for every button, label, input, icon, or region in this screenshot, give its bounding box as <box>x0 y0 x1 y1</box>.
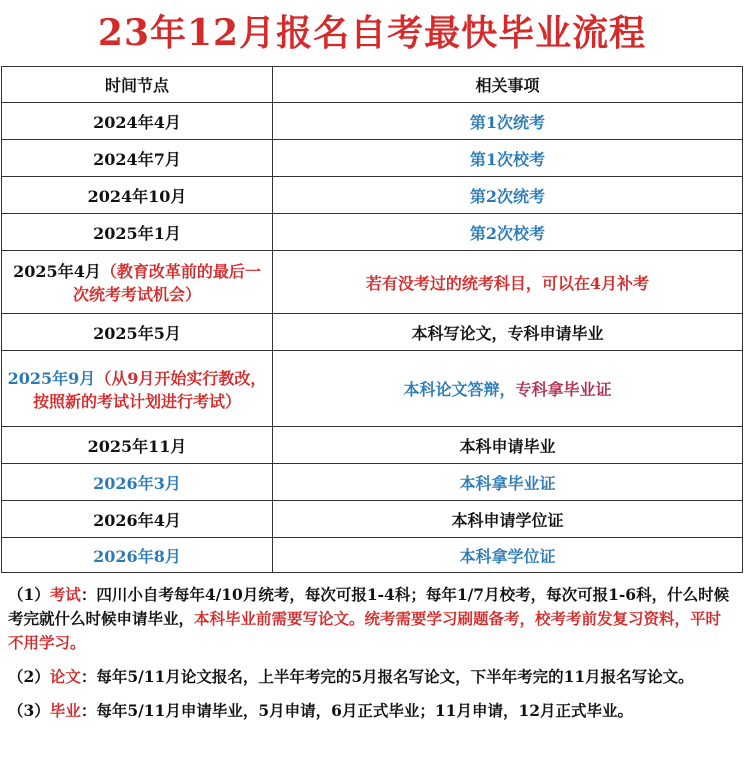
time-note: （从9月开始实行教改，按照新的考试计划进行考试） <box>32 368 267 411</box>
header-time: 时间节点 <box>2 67 273 103</box>
note-text: ：每年5/11月论文报名，上半年考完的5月报名写论文，下半年考完的11月报名写论文。 <box>80 667 694 686</box>
page-title: 23年12月报名自考最快毕业流程 <box>97 12 647 54</box>
note-text: ：四川小自考每年4/10月统考，每次可报1-4科；每年1/7月校考，每次可报1-6科，什么时候考完就什么时候申请毕业， <box>8 585 730 628</box>
note-label: 毕业 <box>49 701 81 720</box>
item-cell: 本科申请毕业 <box>273 427 743 464</box>
time-cell <box>2 251 273 314</box>
time-cell: 2025年5月 <box>2 314 273 351</box>
note-prefix: （3） <box>8 701 50 720</box>
item-cell <box>273 351 743 427</box>
time-cell: 2024年4月 <box>2 103 273 140</box>
notes <box>0 573 744 723</box>
table-row <box>2 140 743 177</box>
item-cell: 本科拿学位证 <box>273 538 743 573</box>
table-row <box>2 464 743 501</box>
note-prefix: （2） <box>8 667 50 686</box>
table-header-row <box>2 67 743 103</box>
table-row <box>2 177 743 214</box>
note-label: 论文 <box>49 667 81 686</box>
time-cell <box>2 351 273 427</box>
note-text: ：每年5/11月申请毕业，5月申请，6月正式毕业；11月申请，12月正式毕业。 <box>80 701 634 720</box>
time-cell: 2025年11月 <box>2 427 273 464</box>
time-cell: 2026年8月 <box>2 538 273 573</box>
item-cell: 第2次统考 <box>273 177 743 214</box>
table-row <box>2 538 743 573</box>
item-cell: 第2次校考 <box>273 214 743 251</box>
item-cell: 第1次校考 <box>273 140 743 177</box>
time-cell: 2024年10月 <box>2 177 273 214</box>
time-text: 2025年9月 <box>7 368 96 388</box>
item-cell: 若有没考过的统考科目，可以在4月补考 <box>273 251 743 314</box>
time-text: 2025年4月 <box>13 262 101 281</box>
note-label: 考试 <box>49 585 81 604</box>
item-cell: 本科申请学位证 <box>273 501 743 538</box>
time-note: （教育改革前的最后一次统考考试机会） <box>72 262 261 304</box>
item-cell: 本科写论文，专科申请毕业 <box>273 314 743 351</box>
table-row <box>2 314 743 351</box>
note-highlight: 本科毕业前需要写论文。统考需要学习刷题备考，校考考前发复习资料，平时不用学习。 <box>8 609 722 652</box>
item-cell: 第1次统考 <box>273 103 743 140</box>
item-text-2: 专科拿毕业证 <box>515 380 612 399</box>
note-exam <box>8 583 730 655</box>
table-row <box>2 501 743 538</box>
table-row <box>2 427 743 464</box>
table-row <box>2 251 743 314</box>
table-row <box>2 351 743 427</box>
item-text: 本科论文答辩， <box>403 380 516 399</box>
header-item: 相关事项 <box>273 67 743 103</box>
time-cell: 2025年1月 <box>2 214 273 251</box>
time-cell: 2024年7月 <box>2 140 273 177</box>
item-cell: 本科拿毕业证 <box>273 464 743 501</box>
time-cell: 2026年3月 <box>2 464 273 501</box>
time-cell: 2026年4月 <box>2 501 273 538</box>
table-row <box>2 214 743 251</box>
table-row <box>2 103 743 140</box>
schedule-table <box>1 66 743 573</box>
note-prefix: （1） <box>8 585 50 604</box>
note-graduation <box>8 699 730 723</box>
note-thesis <box>8 665 730 689</box>
